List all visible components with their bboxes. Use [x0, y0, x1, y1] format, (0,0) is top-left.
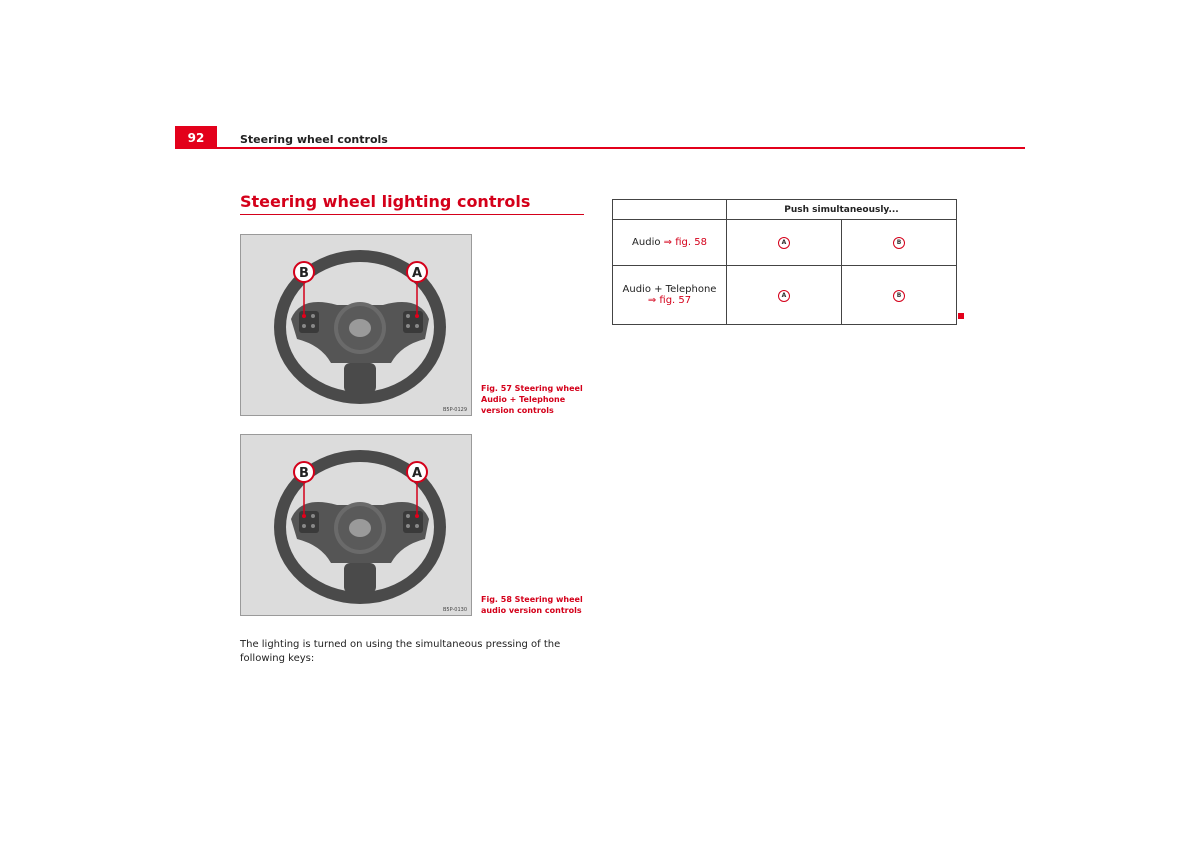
row-label-text: Audio + Telephone [622, 284, 717, 295]
title-rule [240, 214, 584, 215]
figure-57 [240, 234, 472, 416]
page-number: 92 [175, 126, 217, 148]
table-header: Push simultaneously... [727, 200, 957, 220]
key-a-label: A [411, 266, 423, 281]
key-cell [727, 266, 842, 325]
steering-wheel-illustration [241, 235, 473, 417]
row-label [613, 266, 727, 325]
body-paragraph: The lighting is turned on using the simultaneous pressing of the following keys: [240, 639, 561, 664]
key-b-label: B [299, 466, 309, 481]
figure-code: B5P-0130 [442, 607, 467, 613]
header-rule [175, 147, 1025, 149]
row-label [613, 220, 727, 266]
caption-line: Audio + Telephone [481, 395, 566, 404]
caption-line: Fig. 58 Steering wheel [481, 595, 583, 604]
figure-reference: ⇒ fig. 58 [663, 237, 707, 248]
figure-reference: ⇒ fig. 57 [647, 295, 692, 306]
figure-code: B5P-0129 [442, 407, 467, 413]
table-row [613, 220, 957, 266]
running-header: Steering wheel controls [240, 133, 388, 146]
figure-57-caption [481, 383, 591, 416]
key-cell [842, 266, 957, 325]
table-row [613, 266, 957, 325]
key-a-icon: A [778, 290, 790, 302]
key-a-icon: A [778, 237, 790, 249]
section-end-marker [958, 313, 964, 319]
key-cell [842, 220, 957, 266]
key-b-icon: B [893, 237, 905, 249]
steering-wheel-illustration [241, 435, 473, 617]
key-combination-table [612, 199, 957, 325]
table-corner-cell [613, 200, 727, 220]
figure-58 [240, 434, 472, 616]
key-a-label: A [411, 466, 423, 481]
caption-line: audio version controls [481, 606, 582, 615]
key-b-icon: B [893, 290, 905, 302]
section-title: Steering wheel lighting controls [240, 192, 531, 211]
caption-line: Fig. 57 Steering wheel [481, 384, 583, 393]
key-b-label: B [299, 266, 309, 281]
key-cell [727, 220, 842, 266]
row-label-text: Audio [632, 237, 664, 248]
figure-58-caption [481, 594, 591, 616]
caption-line: version controls [481, 406, 554, 415]
